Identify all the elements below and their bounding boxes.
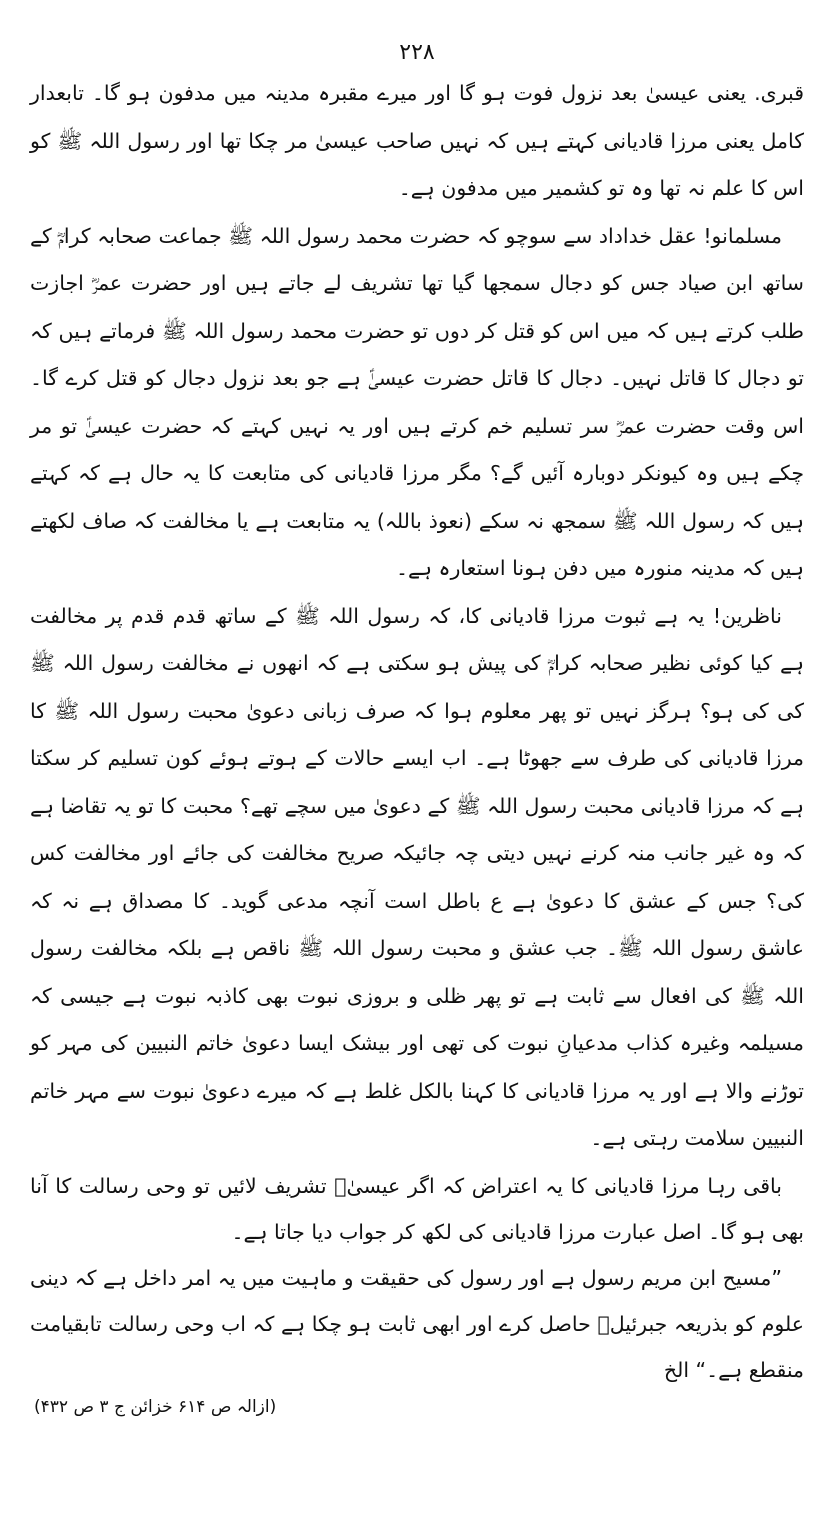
paragraph-readers-address: ناظرین! یہ ہے ثبوت مرزا قادیانی کا، کہ رسول اللہ ﷺ کے ساتھ قدم قدم پر مخالفت ہے کیا کوئی نظیر صحابہ کرامؓ کی پیش ہو سکتی ہے کہ انھوں نے مخالفت رسول اللہ ﷺ کی کی ہو؟ ہرگز نہیں تو پھر معلوم ہوا کہ صرف زبانی دعویٰ محبت رسول اللہ ﷺ کا مرزا قادیانی کی طرف سے جھوٹا ہے۔ اب ایسے حالات کے ہوتے ہوئے کون تسلیم کر سکتا ہے کہ مرزا قادیانی محبت رسول اللہ ﷺ کے دعویٰ میں سچے تھے؟ محبت کا تو یہ تقاضا ہے کہ وہ غیر جانب منہ کرنے نہیں دیتی چہ جائیکہ صریح مخالفت کی جائے اور مخالفت کس کی؟ جس کے عشق کا دعویٰ ہے ع باطل است آنچہ مدعی گوید۔ کا مصداق ہے نہ کہ عاشق رسول اللہ ﷺ۔ جب عشق و محبت رسول اللہ ﷺ ناقص ہے بلکہ مخالفت رسول اللہ ﷺ کی افعال سے ثابت ہے تو پھر ظلی و بروزی نبوت بھی کاذبہ نبوت ہے جیسی کہ مسیلمہ وغیرہ کذاب مدعیانِ نبوت کی تھی اور بیشک ایسا دعویٰ خاتم النبیین کی مہر کو توڑنے والا ہے اور یہ مرزا قادیانی کا کہنا بالکل غلط ہے کہ میرے دعویٰ نبوت سے مہر خاتم النبیین سلامت رہتی ہے۔ — [30, 603, 804, 1150]
page-number: ۲۲۸ — [399, 40, 435, 65]
paragraph-quotation: ”مسیح ابن مریم رسول ہے اور رسول کی حقیقت و ماہیت میں یہ امر داخل ہے کہ دینی علوم کو بذریعہ جبرئیلؑ حاصل کرے اور ابھی ثابت ہو چکا ہے کہ اب وحی رسالت تابقیامت منقطع ہے۔“ الخ — [30, 1265, 804, 1382]
paragraph-intro: قبری. یعنی عیسیٰ بعد نزول فوت ہو گا اور میرے مقبرہ مدینہ میں مدفون ہو گا۔ تابعدار کامل یعنی مرزا قادیانی کہتے ہیں کہ نہیں صاحب عیسیٰ مر چکا تھا اور رسول اللہ ﷺ کو اس کا علم نہ تھا وہ تو کشمیر میں مدفون ہے۔ — [30, 81, 804, 200]
citation-reference: (ازالہ ص ۶۱۴ خزائن ج ۳ ص ۴۳۲) — [34, 1396, 277, 1417]
paragraph-objection: باقی رہا مرزا قادیانی کا یہ اعتراض کہ اگر عیسیٰؑ تشریف لائیں تو وحی رسالت کا آنا بھی ہو گا۔ اصل عبارت مرزا قادیانی کی لکھ کر جواب دیا جاتا ہے۔ — [30, 1173, 804, 1244]
paragraph-muslims-address: مسلمانو! عقل خداداد سے سوچو کہ حضرت محمد رسول اللہ ﷺ جماعت صحابہ کرامؓ کے ساتھ ابن صیاد جس کو دجال سمجھا گیا تھا تشریف لے جاتے ہیں اور حضرت عمرؓ اجازت طلب کرتے ہیں کہ میں اس کو قتل کر دوں تو حضرت محمد رسول اللہ ﷺ فرماتے ہیں کہ تو دجال کا قاتل نہیں۔ دجال کا قاتل حضرت عیسیٰؑ ہے جو بعد نزول دجال کو قتل کرے گا۔ اس وقت حضرت عمرؓ سر تسلیم خم کرتے ہیں اور یہ نہیں کہتے کہ حضرت عیسیٰؑ تو مر چکے ہیں وہ کیونکر دوبارہ آئیں گے؟ مگر مرزا قادیانی کی متابعت کا یہ حال ہے کہ کہتے ہیں کہ رسول اللہ ﷺ سمجھ نہ سکے (نعوذ باللہ) یہ متابعت ہے یا مخالفت کہ صاف لکھتے ہیں کہ مدینہ منورہ میں دفن ہونا استعارہ ہے۔ — [30, 223, 804, 580]
